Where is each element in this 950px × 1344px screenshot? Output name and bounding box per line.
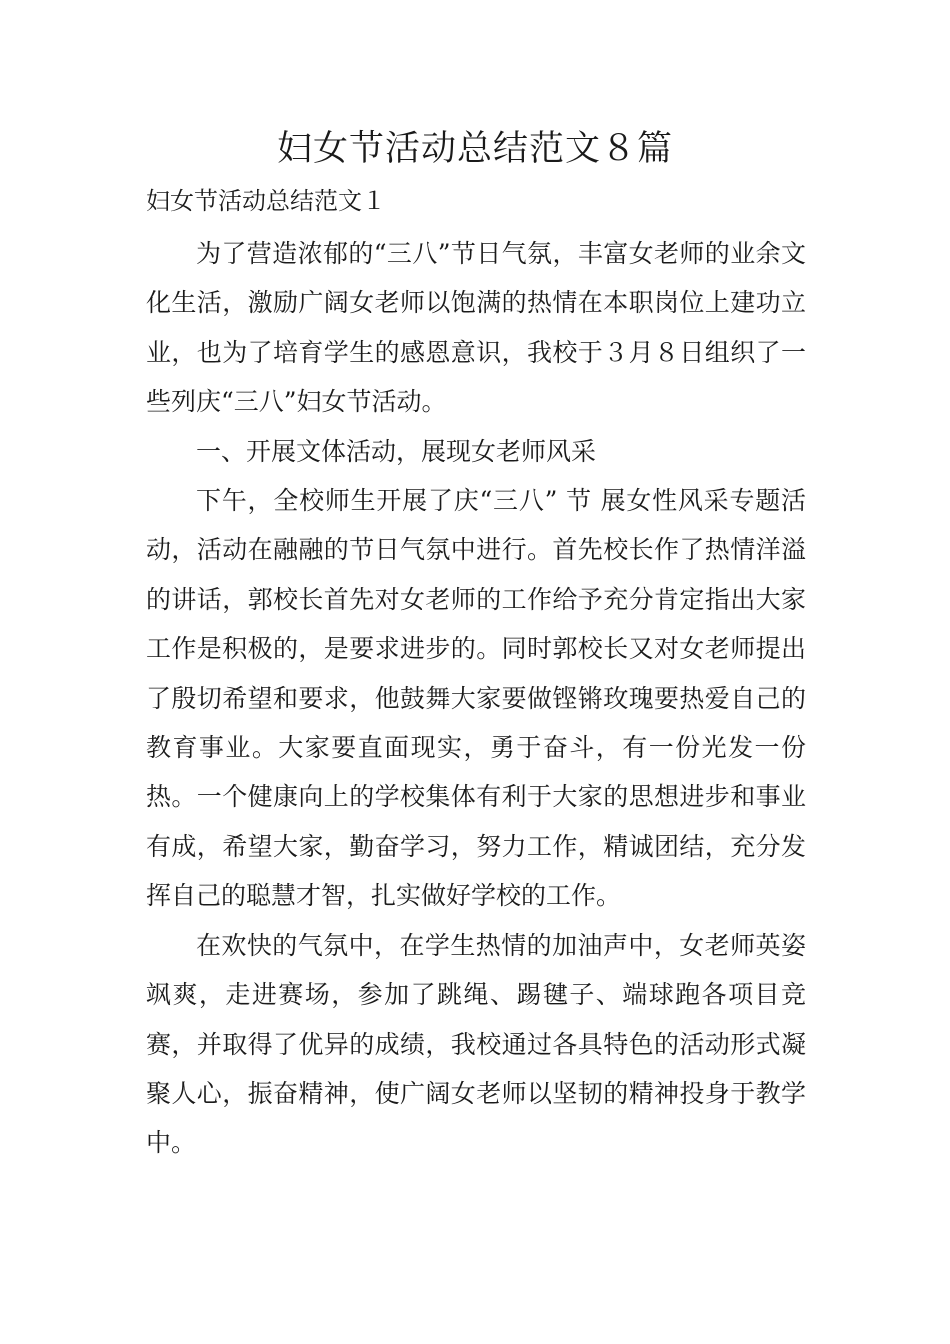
paragraph-intro: 为了营造浓郁的“三八”节日气氛，丰富女老师的业余文化生活，激励广阔女老师以饱满的热情在本职岗位上建功立业，也为了培育学生的感恩意识，我校于３月８日组织了一些列庆“三八”妇女节活动。 bbox=[146, 239, 806, 417]
paragraph-competition: 在欢快的气氛中，在学生热情的加油声中，女老师英姿飒爽，走进赛场，参加了跳绳、踢毽子、端球跑各项目竞赛，并取得了优异的成绩，我校通过各具特色的活动形式凝聚人心，振奋精神，使广阔女老师以坚韧的精神投身于教学中。 bbox=[146, 930, 806, 1158]
paragraph-activity: 下午，全校师生开展了庆“三八” 节 展女性风采专题活动，活动在融融的节日气氛中进行。首先校长作了热情洋溢的讲话，郭校长首先对女老师的工作给予充分肯定指出大家工作是积极的，是要求进步的。同时郭校长又对女老师提出了殷切希望和要求，他鼓舞大家要做铿锵玫瑰要热爱自己的教育事业。大家要直面现实，勇于奋斗，有一份光发一份热。一个健康向上的学校集体有利于大家的思想进步和事业有成，希望大家，勤奋学习，努力工作，精诚团结，充分发挥自己的聪慧才智，扎实做好学校的工作。 bbox=[146, 486, 806, 911]
document-title: 妇女节活动总结范文８篇 bbox=[276, 129, 673, 169]
section-heading: 一、开展文体活动，展现女老师风采 bbox=[196, 436, 597, 466]
document-body bbox=[146, 229, 806, 1168]
document-subtitle: 妇女节活动总结范文１ bbox=[146, 187, 386, 215]
